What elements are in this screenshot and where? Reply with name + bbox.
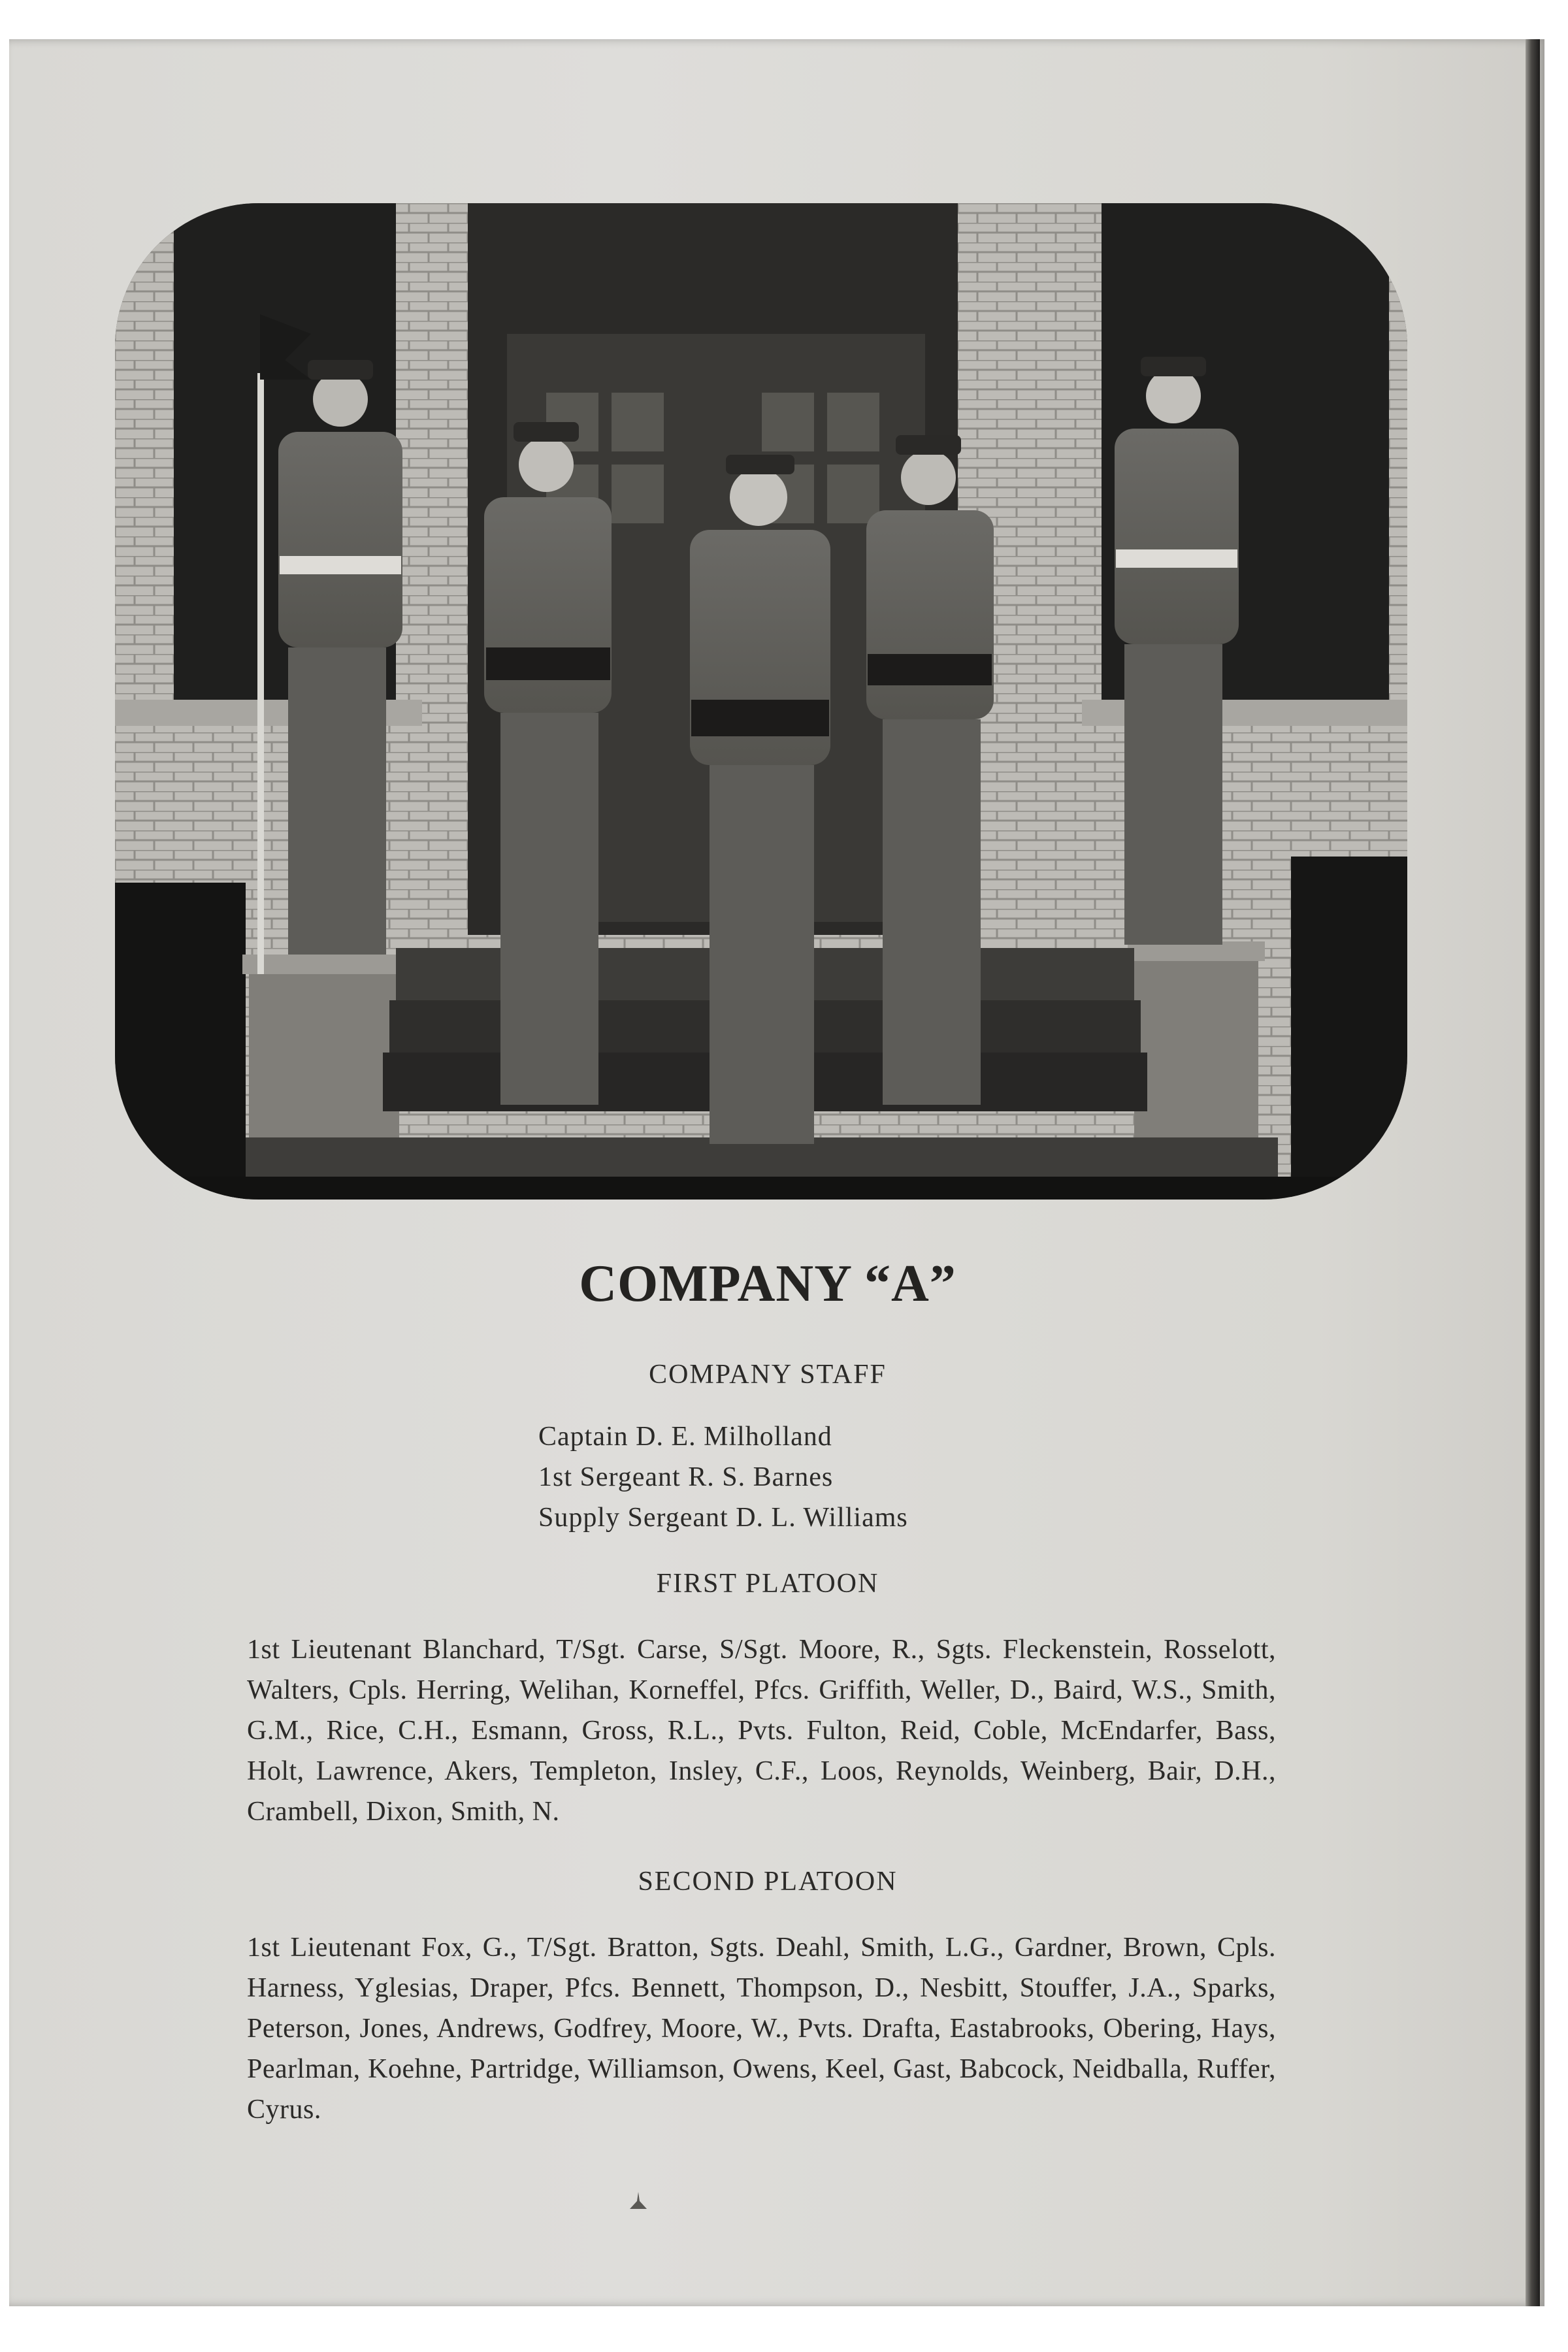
first-platoon-roster: 1st Lieutenant Blanchard, T/Sgt. Carse, S/Sgt. Moore, R., Sgts. Fleckenstein, Rosselott, Walters, Cpls. Herring, Welihan, Korneffel, Pfcs. Griffith, Weller, D., Baird, W.S., Smith, G.M., Rice, C.H., Esmann, Gross, R.L., Pvts. Fulton, Reid, Coble, McEndarfer, Bass, Holt, Lawrence, Akers, Templeton, Insley, C.F., Loos, Reynolds, Weinberg, Bair, D.H., Crambell, Dixon, Smith, N.	[247, 1635, 1276, 1827]
staff-member: Supply Sergeant D. L. Williams	[538, 1503, 908, 1533]
second-platoon-roster: 1st Lieutenant Fox, G., T/Sgt. Bratton, Sgts. Deahl, Smith, L.G., Gardner, Brown, Cpls. Harness, Yglesias, Draper, Pfcs. Bennett, Thompson, D., Nesbitt, Stouffer, J.A., Sparks, Peterson, Jones, Andrews, Godfrey, Moore, W., Pvts. Drafta, Eastabrooks, Obering, Hays, Pearlman, Koehne, Partridge, Williamson, Owens, Keel, Gast, Babcock, Neidballa, Ruffer, Cyrus.	[247, 1933, 1276, 2125]
second-platoon-heading: SECOND PLATOON	[638, 1867, 898, 1897]
company-staff-heading: COMPANY STAFF	[649, 1360, 887, 1390]
printer-ornament-icon	[629, 2192, 648, 2210]
first-platoon-heading: FIRST PLATOON	[656, 1569, 879, 1599]
staff-member: Captain D. E. Milholland	[538, 1422, 832, 1452]
company-photo	[115, 203, 1407, 1200]
book-spine-shadow	[1526, 39, 1540, 2306]
group-photo-of-five-cadets-icon	[115, 203, 1407, 1200]
company-staff-list	[538, 1416, 908, 1538]
page-title: COMPANY “A”	[579, 1255, 956, 1313]
staff-member: 1st Sergeant R. S. Barnes	[538, 1462, 834, 1492]
